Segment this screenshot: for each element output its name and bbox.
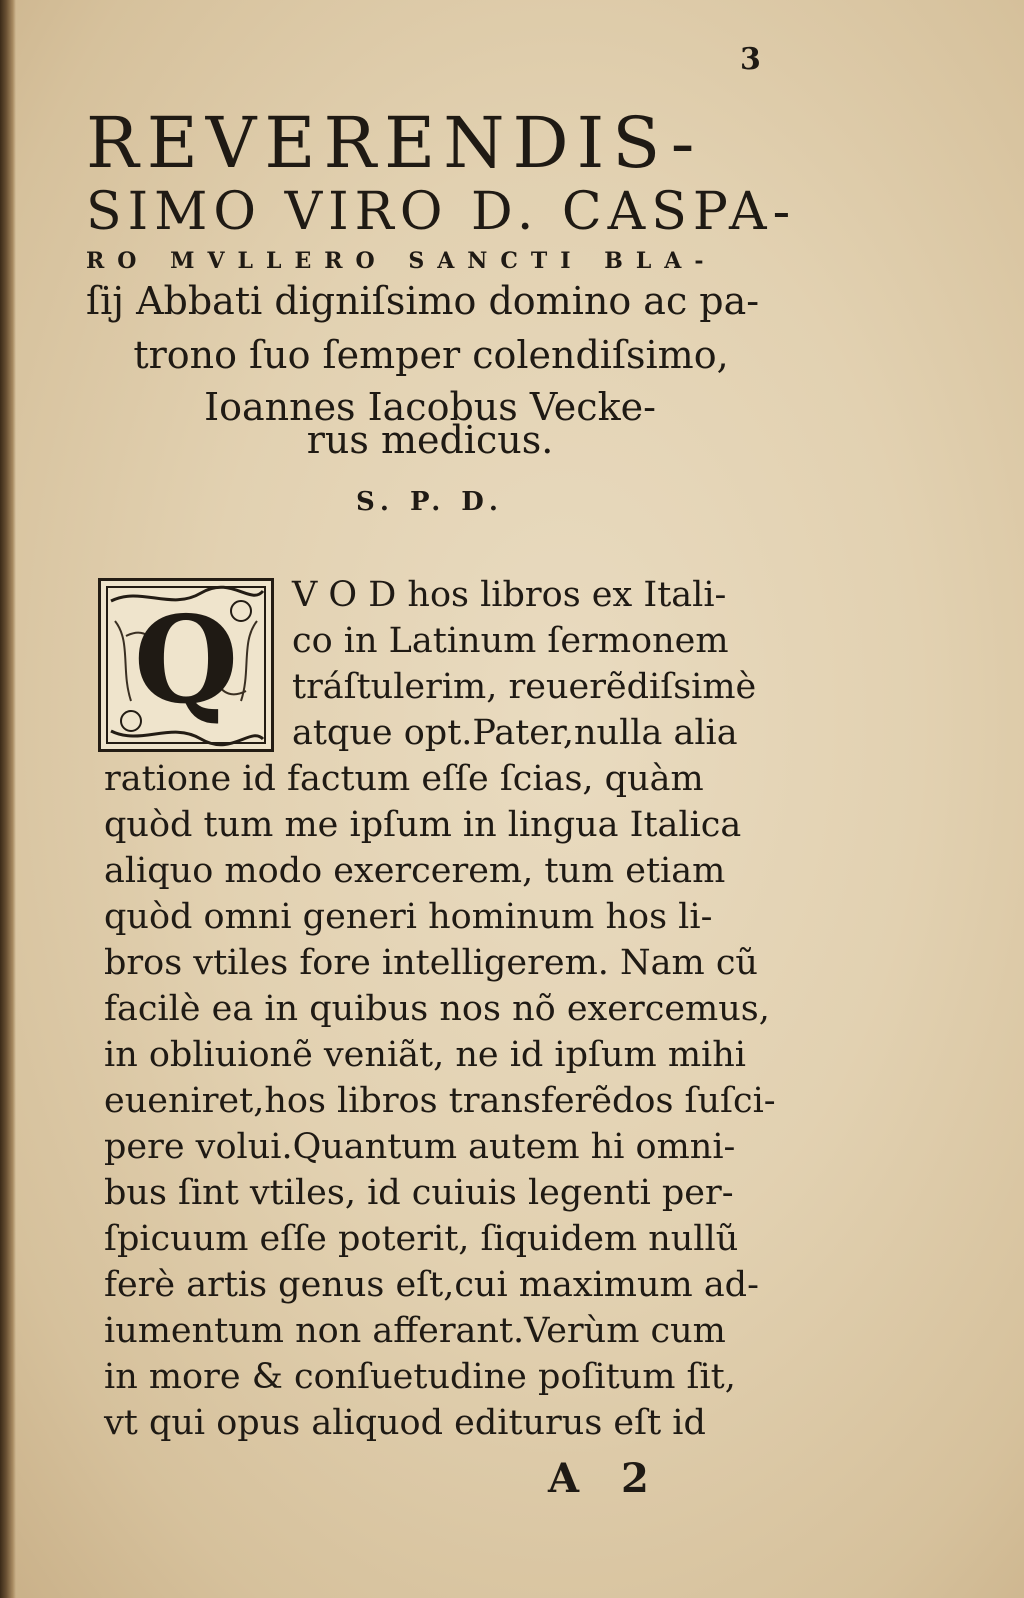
text-line: ſpicuum eſſe poterit, ſiquidem nullũ <box>104 1219 739 1259</box>
title-line-3: RO MVLLERO SANCTI BLA- <box>86 248 717 274</box>
text-line: tráſtulerim, reuerẽdiſsimè <box>292 667 757 707</box>
page-number: 3 <box>740 42 761 77</box>
signature-mark: A 2 <box>548 1455 663 1502</box>
text-line: V O D hos libros ex Itali- <box>292 575 727 615</box>
text-line: in obliuionẽ veniãt, ne id ipſum mihi <box>104 1035 746 1075</box>
text-line: co in Latinum ſermonem <box>292 621 729 661</box>
title-line-7: rus medicus. <box>306 418 554 462</box>
text-line: quòd tum me ipſum in lingua Italica <box>104 805 742 845</box>
text-line: bus ſint vtiles, id cuiuis legenti per- <box>104 1173 734 1213</box>
text-line: quòd omni generi hominum hos li- <box>104 897 713 937</box>
text-line: vt qui opus aliquod editurus eſt id <box>104 1403 706 1443</box>
text-line: pere volui.Quantum autem hi omni- <box>104 1127 736 1167</box>
title-line-6: Ioannes Iacobus Vecke- <box>204 385 656 429</box>
initial-letter: Q <box>133 590 239 731</box>
text-line: ratione id factum eſſe ſcias, quàm <box>104 759 704 799</box>
text-line: aliquo modo exercerem, tum etiam <box>104 851 726 891</box>
text-line: facilè ea in quibus nos nõ exercemus, <box>104 989 770 1029</box>
text-line: bros vtiles fore intelligerem. Nam cũ <box>104 943 758 983</box>
text-line: eueniret,hos libros transferẽdos ſuſci- <box>104 1081 776 1121</box>
title-line-2: SIMO VIRO D. CASPA- <box>86 182 797 242</box>
text-line: iumentum non afferant.Verùm cum <box>104 1311 726 1351</box>
text-line: in more & conſuetudine poſitum ſit, <box>104 1357 736 1397</box>
text-line: atque opt.Pater,nulla alia <box>292 713 738 753</box>
decorated-initial <box>98 578 274 752</box>
paragraph-main <box>104 756 784 1446</box>
text-line: ferè artis genus eſt,cui maximum ad- <box>104 1265 759 1305</box>
title-line-5: trono ſuo ſemper colendiſsimo, <box>133 333 729 377</box>
title-line-4: ſij Abbati digniſsimo domino ac pa- <box>86 279 760 323</box>
salutation: S. P. D. <box>356 487 504 517</box>
book-binding-edge <box>0 0 16 1598</box>
paragraph-beside-initial <box>292 572 772 756</box>
title-line-1: REVERENDIS- <box>86 102 703 184</box>
